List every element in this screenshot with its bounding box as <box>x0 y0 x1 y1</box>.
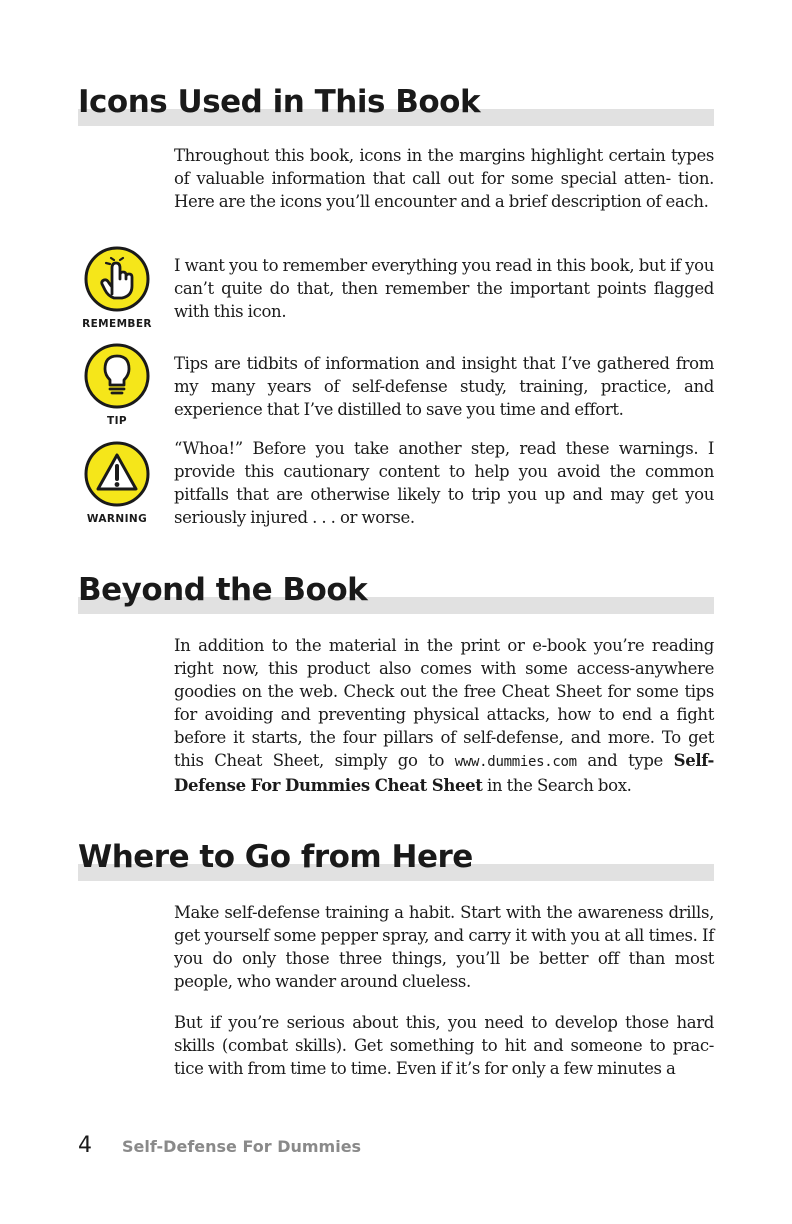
remember-label: REMEMBER <box>82 318 152 330</box>
heading-text: Icons Used in This Book <box>78 84 481 120</box>
running-footer-title: Self-Defense For Dummies <box>122 1137 362 1156</box>
section-heading-where <box>78 831 714 881</box>
cheat-sheet-title: Self-Defense For Dummies Cheat Sheet <box>174 751 714 795</box>
icons-intro-paragraph: Throughout this book, icons in the margins highlight certain types of valuable information that call out for some special atten- tion. Here are the icons you’ll encounter and a brief description of each. <box>174 146 714 211</box>
remember-paragraph: I want you to remember everything you read in this book, but if you can’t quite do that, then remember the important points flagged with this icon. <box>174 256 714 321</box>
heading-text: Beyond the Book <box>78 572 368 608</box>
dummies-url-link[interactable]: www.dummies.com <box>454 754 577 770</box>
tip-label: TIP <box>107 415 127 427</box>
section-heading-icons <box>78 76 714 126</box>
warning-triangle-icon <box>84 441 150 507</box>
remember-icon-block <box>80 246 154 330</box>
warning-label: WARNING <box>86 513 148 525</box>
heading-text: Where to Go from Here <box>78 839 473 875</box>
pointing-finger-icon <box>84 246 150 312</box>
warning-icon-block <box>80 441 154 525</box>
warning-paragraph: “Whoa!” Before you take another step, read these warnings. I provide this cautionary content to help you avoid the common pitfalls that are otherwise likely to trip you up and may get you seriously injured . . . or worse. <box>174 439 714 527</box>
lightbulb-icon <box>84 343 150 409</box>
where-paragraph-2: But if you’re serious about this, you need to develop those hard skills (combat skills). Get something to hit and someone to prac- tice with from time to time. Even if it’s for only a few minutes a <box>174 1013 714 1078</box>
tip-icon-block <box>80 343 154 427</box>
section-heading-beyond <box>78 564 714 614</box>
where-paragraph-1: Make self-defense training a habit. Start with the awareness drills, get yourself some pepper spray, and carry it with you at all times. If you do only those three things, you’ll be better off than most people, who wander around clueless. <box>174 903 714 991</box>
beyond-paragraph: In addition to the material in the print or e-book you’re reading right now, this product also comes with some access-anywhere goodies on the web. Check out the free Cheat Sheet for some tips for avoiding and preventing physical attacks, how to end a fight before it starts, the four pillars of self-defense, and more. To get this Cheat Sheet, simply go to www.dummies.com and type Self-Defense For Dummies Cheat Sheet in the Search box. <box>174 636 714 795</box>
page-number: 4 <box>78 1133 92 1158</box>
tip-paragraph: Tips are tidbits of information and insight that I’ve gathered from my many years of self-defense study, training, practice, and experience that I’ve distilled to save you time and effort. <box>174 354 714 419</box>
